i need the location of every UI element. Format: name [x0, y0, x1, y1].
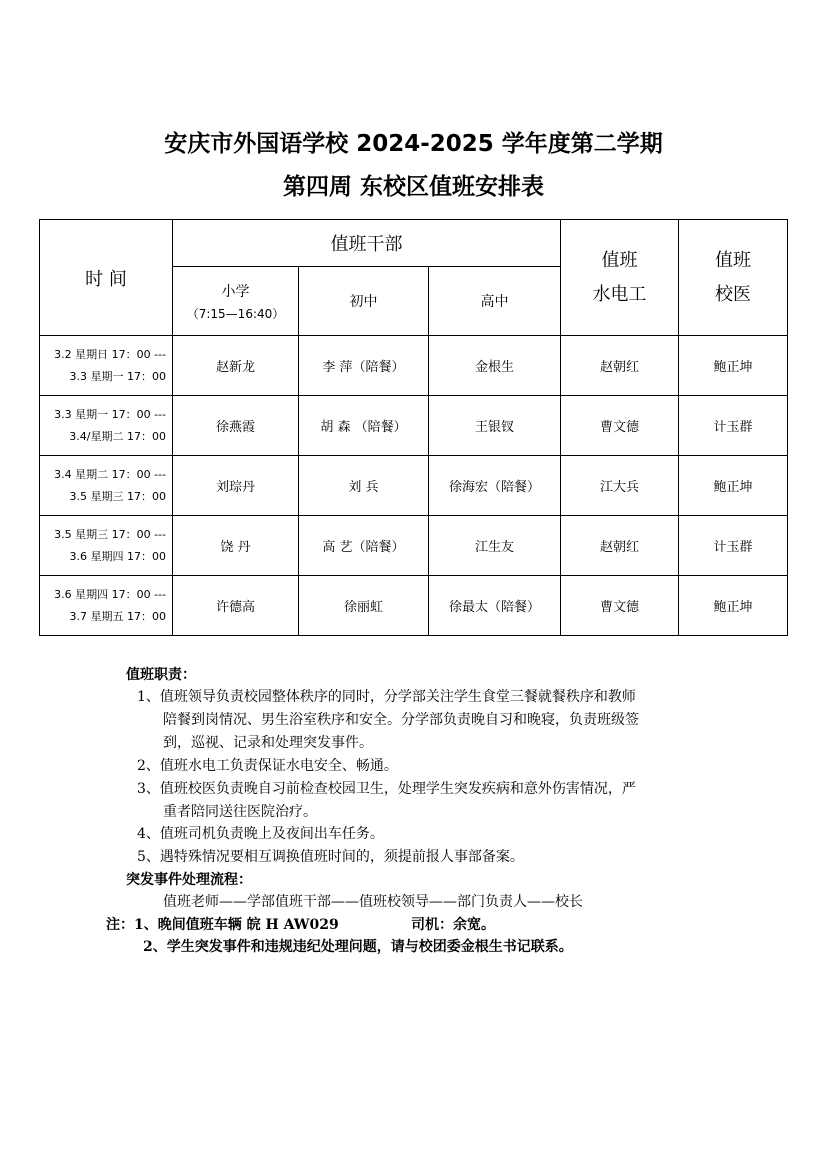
note-1-driver: 司机：余宽。 [411, 917, 495, 933]
date-end: 3.5 星期三 17：00 [69, 489, 166, 503]
duty-item-3-line1: 3、值班校医负责晚自习前检查校园卫生，处理学生突发疾病和意外伤害情况，严 [137, 781, 636, 797]
date-start: 3.2 星期日 17：00 --- [54, 347, 166, 361]
middle-cell: 胡 森 （陪餐） [299, 396, 429, 456]
doctor-cell: 计玉群 [679, 516, 788, 576]
date-start: 3.6 星期四 17：00 --- [54, 587, 166, 601]
high-cell: 王银钗 [429, 396, 561, 456]
emergency-flow: 值班老师——学部值班干部——值班校领导——部门负责人——校长 [163, 894, 583, 910]
table-row [40, 456, 788, 516]
middle-header: 初中 [299, 267, 429, 336]
primary-cell: 赵新龙 [173, 336, 299, 396]
date-cell [40, 336, 173, 396]
date-start: 3.4 星期二 17：00 --- [54, 467, 166, 481]
electrician-cell: 赵朝红 [561, 336, 679, 396]
table-row [40, 396, 788, 456]
doctor-header-line2: 校医 [715, 283, 752, 305]
primary-hours: （7:15—16:40） [186, 306, 285, 321]
date-end: 3.7 星期五 17：00 [69, 609, 166, 623]
table-row [40, 336, 788, 396]
middle-cell: 刘 兵 [299, 456, 429, 516]
middle-cell: 高 艺（陪餐） [299, 516, 429, 576]
high-cell: 徐海宏（陪餐） [429, 456, 561, 516]
electrician-header [561, 220, 679, 336]
high-cell: 金根生 [429, 336, 561, 396]
emergency-heading: 突发事件处理流程： [126, 872, 252, 888]
duty-item-5: 5、遇特殊情况要相互调换值班时间的，须提前报人事部备案。 [137, 849, 524, 865]
duty-item-1-line3: 到，巡视、记录和处理突发事件。 [163, 735, 373, 751]
duty-item-1-line2: 陪餐到岗情况、男生浴室秩序和安全。分学部负责晚自习和晚寝，负责班级签 [163, 712, 639, 728]
cadre-header: 值班干部 [173, 220, 561, 267]
primary-cell: 刘琮丹 [173, 456, 299, 516]
electrician-cell: 江大兵 [561, 456, 679, 516]
date-cell [40, 456, 173, 516]
primary-cell: 饶 丹 [173, 516, 299, 576]
electrician-header-line1: 值班 [601, 249, 638, 271]
high-header: 高中 [429, 267, 561, 336]
document-subtitle: 第四周 东校区值班安排表 [282, 174, 544, 200]
duty-item-4: 4、值班司机负责晚上及夜间出车任务。 [137, 826, 384, 842]
document-title: 安庆市外国语学校 2024-2025 学年度第二学期 [164, 131, 663, 157]
date-cell [40, 396, 173, 456]
duty-item-1-line1: 1、值班领导负责校园整体秩序的同时，分学部关注学生食堂三餐就餐秩序和教师 [137, 689, 636, 705]
duty-item-3-line2: 重者陪同送往医院治疗。 [163, 804, 317, 820]
date-end: 3.6 星期四 17：00 [69, 549, 166, 563]
note-2: 2、学生突发事件和违规违纪处理问题，请与校团委金根生书记联系。 [143, 939, 573, 955]
high-cell: 徐最太（陪餐） [429, 576, 561, 636]
electrician-header-line2: 水电工 [592, 283, 647, 305]
date-cell [40, 516, 173, 576]
duties-heading: 值班职责： [126, 667, 196, 683]
middle-cell: 李 萍（陪餐） [299, 336, 429, 396]
date-start: 3.5 星期三 17：00 --- [54, 527, 166, 541]
date-cell [40, 576, 173, 636]
doctor-header [679, 220, 788, 336]
doctor-cell: 计玉群 [679, 396, 788, 456]
table-row [40, 576, 788, 636]
doctor-cell: 鲍正坤 [679, 576, 788, 636]
electrician-cell: 曹文德 [561, 396, 679, 456]
date-start: 3.3 星期一 17：00 --- [54, 407, 166, 421]
electrician-cell: 赵朝红 [561, 516, 679, 576]
primary-cell: 徐燕霞 [173, 396, 299, 456]
doctor-cell: 鲍正坤 [679, 456, 788, 516]
note-1-vehicle: 注：1、晚间值班车辆 皖 H AW029 [106, 917, 339, 933]
primary-header [173, 267, 299, 336]
primary-header-label: 小学 [221, 283, 250, 300]
date-end: 3.3 星期一 17：00 [69, 369, 166, 383]
electrician-cell: 曹文德 [561, 576, 679, 636]
doctor-header-line1: 值班 [715, 249, 752, 271]
table-row [40, 516, 788, 576]
duty-item-2: 2、值班水电工负责保证水电安全、畅通。 [137, 758, 398, 774]
time-header: 时 间 [40, 220, 173, 336]
high-cell: 江生友 [429, 516, 561, 576]
primary-cell: 许德高 [173, 576, 299, 636]
middle-cell: 徐丽虹 [299, 576, 429, 636]
duty-schedule-table [39, 219, 788, 636]
date-end: 3.4/星期二 17：00 [69, 429, 166, 443]
doctor-cell: 鲍正坤 [679, 336, 788, 396]
